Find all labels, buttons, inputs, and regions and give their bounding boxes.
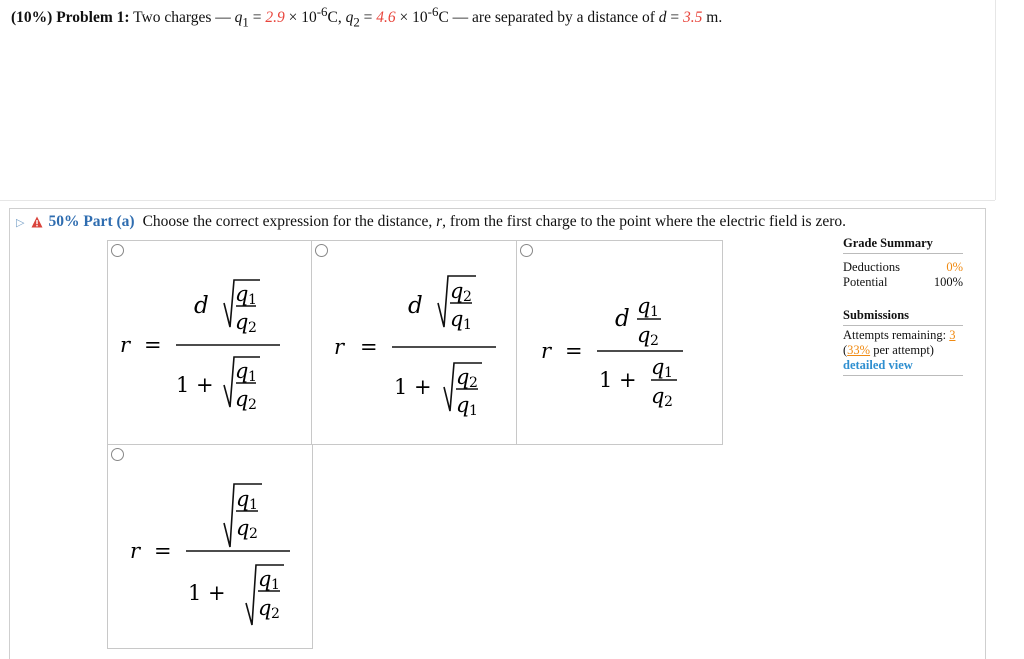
c4-r: r — [130, 539, 141, 563]
c3-q-d: q — [651, 384, 665, 408]
per-attempt-open: ( — [843, 343, 848, 357]
formula-choice-4 — [108, 445, 312, 648]
part-a-question: Choose the correct expression for the distance, — [142, 213, 433, 230]
c3-sub-d: 2 — [664, 394, 673, 410]
per-attempt-tail: per attempt) — [873, 343, 934, 357]
c4-q-d: q — [258, 596, 272, 620]
part-a-r: r — [436, 213, 443, 230]
attempts-row — [843, 328, 963, 343]
answer-choice-4[interactable] — [107, 444, 313, 649]
c2-d: d — [408, 293, 423, 319]
c3-q-b: q — [637, 323, 651, 347]
c2-q-d: q — [456, 393, 470, 417]
d-eq: = — [670, 9, 680, 27]
c3-sub-a: 1 — [650, 304, 659, 320]
formula-choice-2 — [312, 241, 517, 444]
part-a-label — [48, 213, 134, 231]
c3-r: r — [541, 339, 552, 363]
d-var: d — [658, 9, 667, 27]
c1-sub-b: 2 — [248, 320, 257, 336]
submissions-title: Submissions — [843, 308, 910, 322]
answer-choice-2[interactable] — [311, 240, 518, 445]
grade-summary-title: Grade Summary — [843, 236, 933, 250]
q2-exp: -6 — [427, 4, 439, 19]
header-right-divider — [995, 0, 996, 200]
section-divider — [0, 200, 995, 201]
c3-sub-c: 1 — [664, 365, 673, 381]
submissions-rule — [843, 325, 963, 326]
c3-sub-b: 2 — [650, 333, 659, 349]
c4-one-plus: 1 + — [188, 581, 226, 605]
q1-eq: = — [252, 9, 262, 27]
part-a-name: Part (a) — [83, 213, 135, 230]
q1-value: 2.9 — [265, 9, 285, 27]
c1-one-plus: 1 + — [176, 373, 214, 397]
c3-eq: = — [565, 339, 583, 363]
d-unit: m. — [706, 9, 723, 27]
c4-q-c: q — [258, 567, 272, 591]
c1-sub-a: 1 — [248, 292, 257, 308]
deductions-row — [843, 260, 963, 275]
answer-choice-1[interactable] — [107, 240, 313, 445]
c4-sub-d: 2 — [271, 606, 280, 622]
problem-statement — [11, 4, 722, 30]
c4-eq: = — [154, 539, 172, 563]
c2-eq: = — [360, 335, 378, 359]
detailed-view-link[interactable]: detailed view — [843, 358, 913, 372]
q1-times: × 10 — [288, 9, 317, 27]
c4-sub-b: 2 — [249, 526, 258, 542]
c2-r: r — [334, 335, 345, 359]
part-a-title — [16, 213, 846, 231]
grade-summary-panel — [843, 236, 963, 382]
q2-sub: 2 — [353, 14, 360, 30]
q2-eq: = — [363, 9, 373, 27]
q2-var: q — [345, 9, 354, 27]
problem-weight: (10%) — [11, 9, 53, 27]
c2-sub-b: 1 — [463, 317, 472, 333]
per-attempt-value: 33% — [847, 343, 871, 357]
c1-q-b: q — [235, 310, 249, 334]
d-value: 3.5 — [683, 9, 703, 27]
formula-choice-1 — [108, 241, 312, 444]
potential-row — [843, 275, 963, 290]
part-a-question-tail: , from the first charge to the point where the electric field is zero. — [442, 213, 847, 230]
q2-times: × 10 — [399, 9, 428, 27]
c2-sub-a: 2 — [463, 289, 472, 305]
q1-sub: 1 — [242, 14, 249, 30]
c1-r: r — [120, 333, 131, 357]
c2-q-a: q — [450, 279, 464, 303]
q2-value: 4.6 — [376, 9, 396, 27]
problem-title: Problem 1: — [56, 9, 130, 27]
attempts-label: Attempts remaining: — [843, 328, 947, 342]
q1-unit: C, — [327, 9, 342, 27]
c1-q-a: q — [235, 282, 249, 306]
c1-q-c: q — [235, 359, 249, 383]
c1-d: d — [194, 293, 209, 319]
c4-q-a: q — [236, 487, 250, 511]
deductions-value: 0% — [946, 260, 963, 274]
problem-mid-text: — are separated by a distance of — [452, 9, 655, 27]
answer-choice-3[interactable] — [516, 240, 723, 445]
c4-q-b: q — [236, 516, 250, 540]
potential-label: Potential — [843, 275, 888, 289]
c3-one-plus: 1 + — [599, 368, 637, 392]
c4-sub-c: 1 — [271, 577, 280, 593]
c1-eq: = — [144, 333, 162, 357]
c4-sub-a: 1 — [249, 497, 258, 513]
c2-one-plus: 1 + — [394, 375, 432, 399]
submissions-bottom-rule — [843, 375, 963, 376]
c1-q-d: q — [235, 387, 249, 411]
c3-q-a: q — [637, 294, 651, 318]
expand-triangle-icon[interactable]: ▷ — [16, 216, 25, 229]
part-a-percent: 50% — [48, 213, 80, 230]
c1-sub-d: 2 — [248, 397, 257, 413]
c2-q-c: q — [456, 365, 470, 389]
per-attempt-row — [843, 343, 963, 358]
deductions-label: Deductions — [843, 260, 900, 274]
c1-sub-c: 1 — [248, 369, 257, 385]
formula-choice-3 — [517, 241, 722, 444]
warning-icon — [31, 216, 43, 228]
c2-sub-c: 2 — [469, 375, 478, 391]
c2-q-b: q — [450, 307, 464, 331]
q2-unit: C — [438, 9, 449, 27]
c2-sub-d: 1 — [469, 403, 478, 419]
c3-d: d — [615, 306, 630, 332]
grade-summary-rule — [843, 253, 963, 254]
q1-var: q — [234, 9, 243, 27]
c3-q-c: q — [651, 355, 665, 379]
potential-value: 100% — [933, 275, 963, 289]
q1-exp: -6 — [316, 4, 328, 19]
attempts-value: 3 — [949, 328, 956, 342]
problem-intro: Two charges — — [133, 9, 231, 27]
